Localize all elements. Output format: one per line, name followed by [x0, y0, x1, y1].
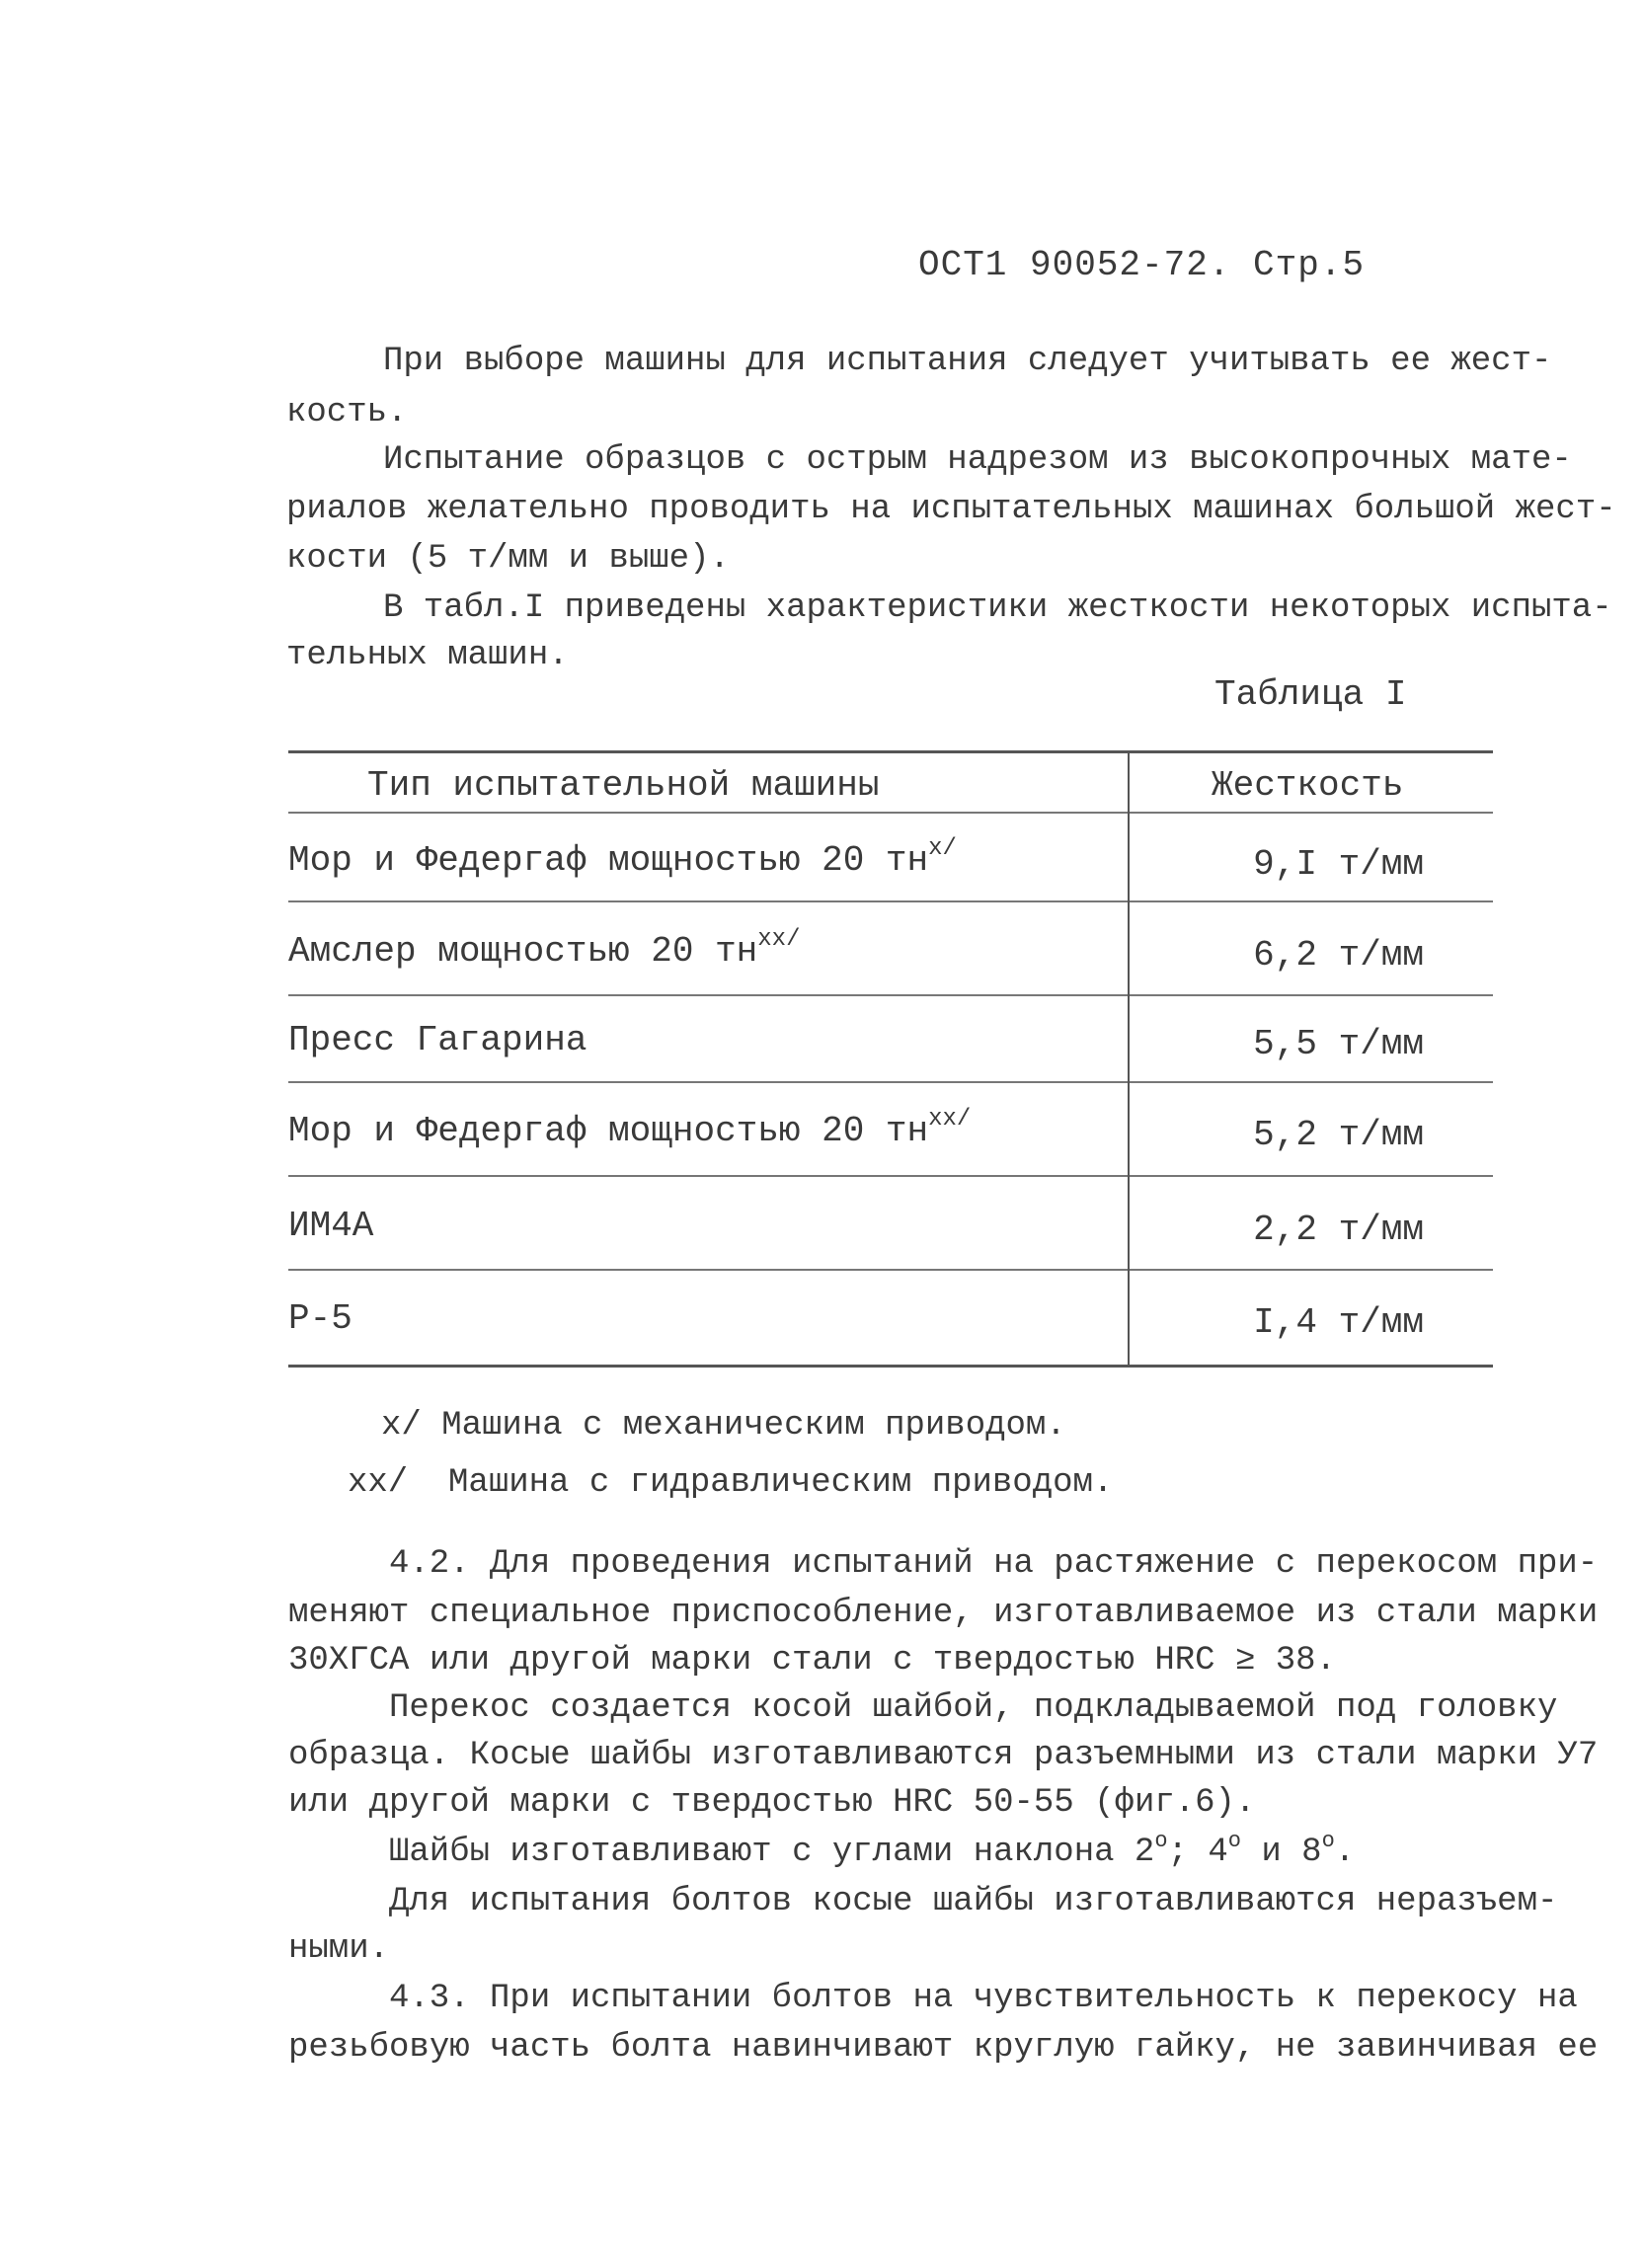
machine-name: ИМ4А: [288, 1206, 374, 1246]
degree-mark: о: [1321, 1829, 1335, 1853]
footnote-2: xx/ Машина с гидравлическим приводом.: [348, 1464, 1114, 1502]
stiffness-value: 5,5 т/мм: [1253, 1024, 1424, 1064]
section-4-2-p4-line1: Для испытания болтов косые шайбы изготавливаются неразъем-: [389, 1883, 1558, 1920]
stiffness-value: 5,2 т/мм: [1253, 1115, 1424, 1155]
table-top-rule: [288, 750, 1493, 753]
table-row: [288, 1017, 587, 1064]
table-row: [288, 1295, 352, 1343]
machine-name: Мор и Федергаф мощностью 20 тн: [288, 1111, 929, 1151]
table-caption: Таблица I: [1214, 674, 1407, 715]
footnote-1: x/ Машина с механическим приводом.: [381, 1407, 1066, 1445]
machine-name: Р-5: [288, 1298, 352, 1339]
stiffness-value: 2,2 т/мм: [1253, 1210, 1424, 1250]
section-4-2-p2-line2: образца. Косые шайбы изготавливаются разъемными из стали марки У7: [288, 1737, 1599, 1774]
section-4-2-p1-line3: 30ХГСА или другой марки стали с твердостью HRC ≥ 38.: [288, 1642, 1336, 1680]
intro-p3-line1: В табл.I приведены характеристики жесткости некоторых испыта-: [383, 589, 1612, 627]
table-header-rule: [288, 812, 1493, 814]
degree-mark: о: [1227, 1829, 1241, 1853]
stiffness-value: 9,I т/мм: [1253, 844, 1424, 885]
washer-angles-end: .: [1334, 1834, 1356, 1871]
washer-angles-sep: и 8: [1240, 1834, 1322, 1871]
footnote-mark: xx/: [757, 926, 801, 953]
footnote-mark: xx/: [928, 1106, 972, 1133]
intro-p2-line1: Испытание образцов с острым надрезом из высокопрочных мате-: [383, 441, 1572, 479]
table-row: [288, 1108, 971, 1155]
table-row: [288, 928, 801, 976]
section-4-2-p1-line2: меняют специальное приспособление, изготавливаемое из стали марки: [288, 1595, 1599, 1632]
section-4-3-p1-line1: 4.3. При испытании болтов на чувствительность к перекосу на: [389, 1980, 1578, 2017]
machine-name: Амслер мощностью 20 тн: [288, 931, 758, 972]
section-4-3-p1-line2: резьбовую часть болта навинчивают круглую гайку, не завинчивая ее: [288, 2029, 1599, 2067]
table-column-divider: [1128, 750, 1130, 1368]
table-bottom-rule: [288, 1365, 1493, 1368]
stiffness-table: [288, 750, 1493, 1368]
section-4-2-p2-line1: Перекос создается косой шайбой, подкладываемой под головку: [389, 1689, 1558, 1727]
table-row-rule: [288, 1081, 1493, 1083]
section-4-2-p2-line3: или другой марки с твердостью HRC 50-55 (фиг.6).: [288, 1784, 1256, 1822]
washer-angles-text: Шайбы изготавливают с углами наклона 2: [389, 1834, 1155, 1871]
section-4-2-p4-line2: ными.: [288, 1930, 390, 1968]
machine-name: Пресс Гагарина: [288, 1020, 587, 1060]
section-4-2-p1-line1: 4.2. Для проведения испытаний на растяжение с перекосом при-: [389, 1545, 1599, 1583]
table-row-rule: [288, 1175, 1493, 1177]
table-row: [288, 1203, 373, 1250]
table-row-rule: [288, 900, 1493, 902]
intro-p3-line2: тельных машин.: [286, 637, 569, 674]
washer-angles-sep: ; 4: [1167, 1834, 1228, 1871]
section-4-2-p3: [389, 1829, 1355, 1876]
machine-name: Мор и Федергаф мощностью 20 тн: [288, 840, 929, 881]
table-row-rule: [288, 1269, 1493, 1271]
intro-p2-line2: риалов желательно проводить на испытательных машинах большой жест-: [286, 491, 1616, 528]
footnote-mark: x/: [928, 835, 957, 862]
column-header-stiffness: Жесткость: [1212, 765, 1404, 806]
intro-p1-line2: кость.: [286, 394, 408, 431]
stiffness-value: I,4 т/мм: [1253, 1302, 1424, 1343]
intro-p2-line3: кости (5 т/мм и выше).: [286, 540, 730, 578]
table-row: [288, 837, 957, 885]
page-header: ОСТ1 90052-72. Стр.5: [918, 245, 1366, 285]
table-row-rule: [288, 994, 1493, 996]
degree-mark: о: [1154, 1829, 1168, 1853]
stiffness-value: 6,2 т/мм: [1253, 935, 1424, 976]
column-header-machine-type: Тип испытательной машины: [367, 765, 880, 806]
intro-p1-line1: При выборе машины для испытания следует учитывать ее жест-: [383, 343, 1552, 380]
